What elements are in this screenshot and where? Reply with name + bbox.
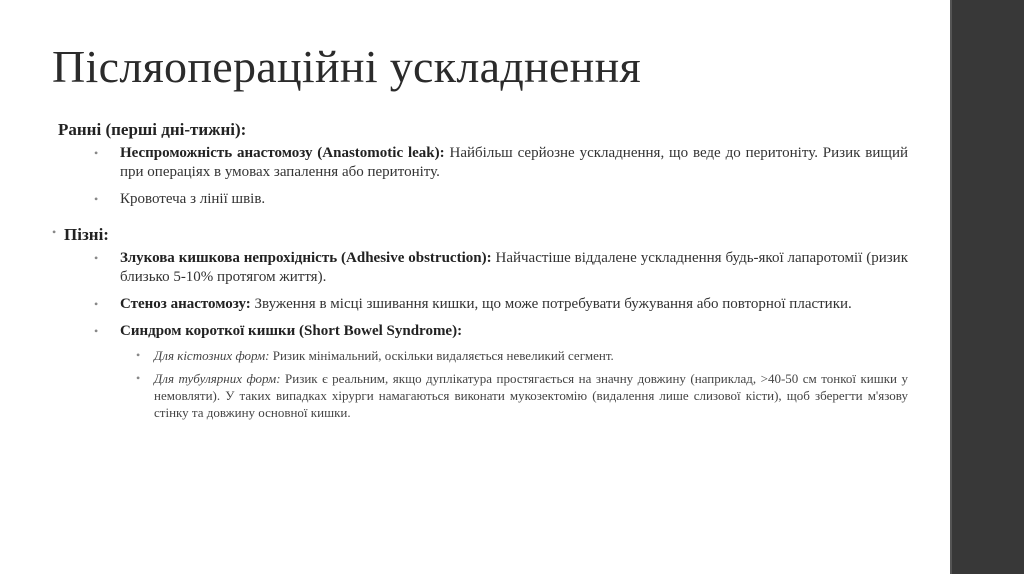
item-text: Кровотеча з лінії швів. — [120, 191, 266, 207]
list-item — [120, 249, 908, 287]
item-term: Неспроможність анастомозу (Anastomotic leak): — [120, 145, 445, 161]
slide-title: Післяопераційні ускладнення — [52, 41, 641, 92]
sub-item-term: Для тубулярних форм: — [154, 371, 281, 386]
item-text: Найчастіше віддалене ускладнення будь-якої лапаротомії (ризик близько 5-10% протягом життя). — [120, 250, 908, 285]
list-item — [120, 295, 908, 314]
list-item — [120, 144, 908, 182]
list-item — [120, 190, 908, 209]
item-text: Найбільш серйозне ускладнення, що веде до перитоніту. Ризик вищий при операціях в умовах запалення або перитоніту. — [120, 145, 908, 180]
item-text: Звуження в місці зшивання кишки, що може потребувати бужування або повторної пластики. — [250, 296, 852, 312]
slide-content — [58, 120, 908, 421]
list-item — [120, 322, 908, 341]
item-term: Синдром короткої кишки (Short Bowel Syndrome): — [120, 323, 463, 339]
item-term: Злукова кишкова непрохідність (Adhesive obstruction): — [120, 250, 492, 266]
early-heading: Ранні (перші дні-тижні): — [58, 120, 247, 139]
late-heading — [58, 225, 908, 245]
sub-item-text: Ризик є реальним, якщо дуплікатура простягається на значну довжину (наприклад, >40-50 см тонкої кишки у немовляти). У таких випадках хірурги намагаються виконати мукозектомію (видалення лише слизової кісти), щоб зберегти м'язову стінку та довжину основної кишки. — [154, 371, 908, 420]
sub-item-term: Для кістозних форм: — [154, 348, 270, 363]
late-heading-text: Пізні: — [64, 225, 109, 244]
sub-list-item — [154, 370, 908, 421]
sub-item-text: Ризик мінімальний, оскільки видаляється невеликий сегмент. — [269, 348, 614, 363]
slide-side-bar — [950, 0, 1024, 574]
item-term: Стеноз анастомозу: — [120, 296, 251, 312]
sub-list-item — [154, 347, 908, 364]
